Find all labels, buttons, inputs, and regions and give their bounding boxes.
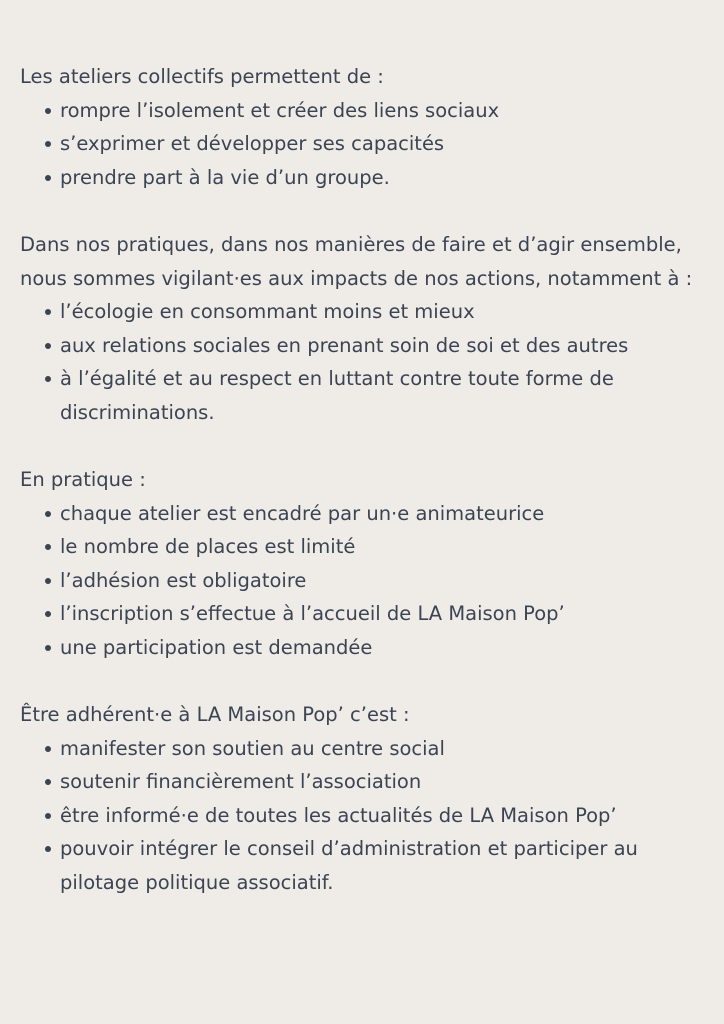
section-intro: Être adhérent·e à LA Maison Pop’ c’est : xyxy=(20,703,410,726)
list-item: chaque atelier est encadré par un·e animateurice xyxy=(20,497,704,531)
list-item: une participation est demandée xyxy=(20,631,704,665)
list-item: s’exprimer et développer ses capacités xyxy=(20,127,704,161)
list-item: manifester son soutien au centre social xyxy=(20,732,704,766)
section-en-pratique xyxy=(20,463,704,664)
section-intro: Les ateliers collectifs permettent de : xyxy=(20,65,384,88)
list-item: soutenir financièrement l’association xyxy=(20,765,704,799)
list-item: l’écologie en consommant moins et mieux xyxy=(20,295,704,329)
list-item: être informé·e de toutes les actualités de LA Maison Pop’ xyxy=(20,799,704,833)
list-item: à l’égalité et au respect en luttant contre toute forme de discriminations. xyxy=(20,362,704,429)
section-intro: Dans nos pratiques, dans nos manières de faire et d’agir ensemble, nous sommes vigilant·es aux impacts de nos actions, notamment à : xyxy=(20,233,693,290)
list-item: aux relations sociales en prenant soin de soi et des autres xyxy=(20,329,704,363)
bullet-list xyxy=(20,497,704,665)
list-item: pouvoir intégrer le conseil d’administration et participer au pilotage politique associatif. xyxy=(20,832,704,899)
bullet-list xyxy=(20,94,704,195)
list-item: rompre l’isolement et créer des liens sociaux xyxy=(20,94,704,128)
list-item: le nombre de places est limité xyxy=(20,530,704,564)
section-adhesion xyxy=(20,698,704,899)
bullet-list xyxy=(20,732,704,900)
list-item: l’inscription s’effectue à l’accueil de LA Maison Pop’ xyxy=(20,597,704,631)
list-item: prendre part à la vie d’un groupe. xyxy=(20,161,704,195)
bullet-list xyxy=(20,295,704,429)
section-ateliers-collectifs xyxy=(20,60,704,194)
list-item: l’adhésion est obligatoire xyxy=(20,564,704,598)
section-pratiques xyxy=(20,228,704,429)
section-intro: En pratique : xyxy=(20,468,146,491)
